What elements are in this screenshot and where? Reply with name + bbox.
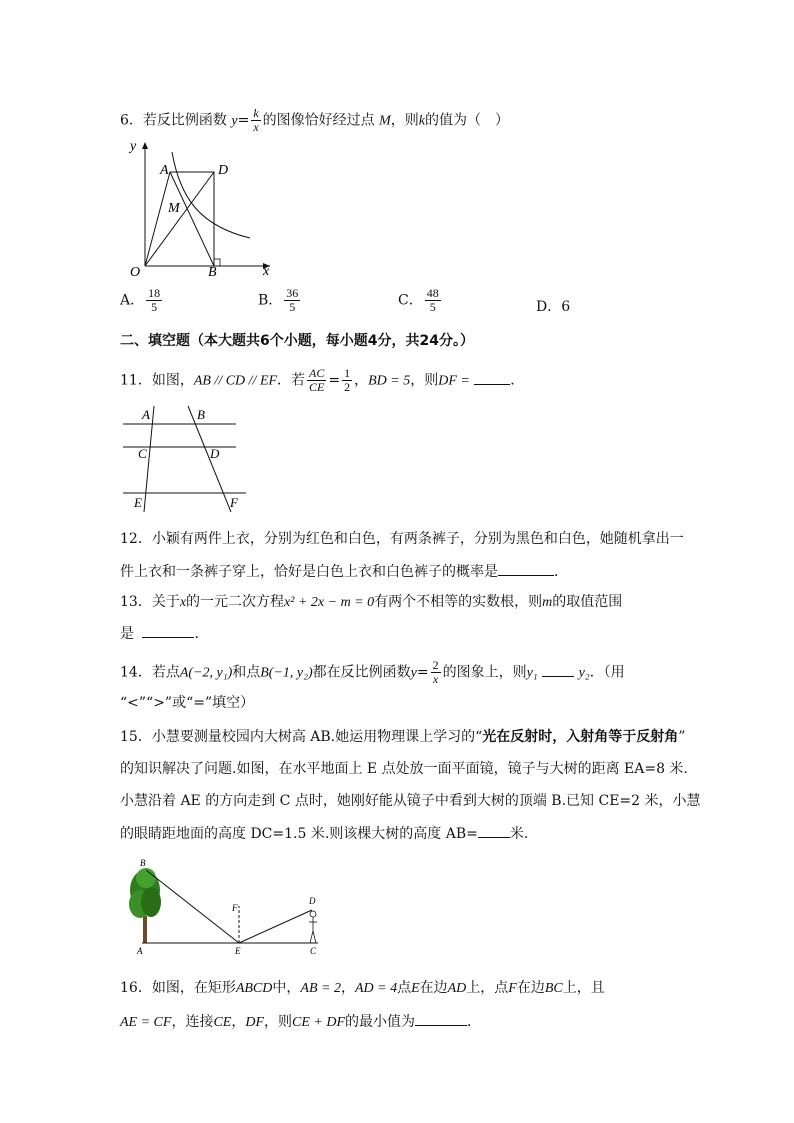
q16-number: 16．如图，在矩形 xyxy=(120,980,236,996)
q16-text-1: 中， xyxy=(272,980,301,996)
q6-x-den: x xyxy=(253,120,259,134)
q14-point-b: B(−1, y₂) xyxy=(260,665,313,681)
q11-answer-blank[interactable] xyxy=(474,370,510,385)
q6-option-d[interactable] xyxy=(536,296,570,316)
q6-label-d: D xyxy=(218,163,229,178)
q16-text-11: 的最小值为 xyxy=(345,1014,416,1030)
q6-option-c-den: 5 xyxy=(429,300,436,314)
q14-text-3: 的图象上，则 xyxy=(442,664,527,681)
q15-line-3: 小慧沿着 AE 的方向走到 C 点时，她刚好能从镜子中看到大树的顶端 B.已知 CE=2 米，小慧 xyxy=(120,793,701,809)
q13-answer-blank[interactable] xyxy=(142,623,194,638)
q11-label-a: A xyxy=(142,407,150,422)
section-2-title: 二、填空题（本大题共6个小题，每小题4分，共24分。） xyxy=(120,333,474,349)
q14-text-1: 和点 xyxy=(232,664,261,681)
q12-line-2 xyxy=(120,561,568,582)
q14-eq: = xyxy=(416,664,429,681)
q11-frac-num: AC xyxy=(309,366,325,380)
q13-x: x xyxy=(179,595,187,610)
q12-answer-blank[interactable] xyxy=(498,561,554,576)
q16-abcd: ABCD xyxy=(235,981,273,996)
q6-stem xyxy=(120,107,509,134)
q13-text-shi: 是 xyxy=(120,626,134,642)
q16-text-7: 上，且 xyxy=(562,980,605,996)
q16-text-3: 点 xyxy=(397,980,412,996)
q6-point-m: M xyxy=(379,113,391,129)
q6-label-x: x xyxy=(263,264,270,279)
q14-text-2: 都在反比例函数 xyxy=(312,664,411,681)
q14-fraction xyxy=(431,659,441,686)
q11-label-c: C xyxy=(138,446,147,461)
q14-line-1 xyxy=(120,659,625,686)
q16-line-2 xyxy=(120,1011,481,1033)
q15-ray-ed xyxy=(239,910,312,943)
q16-ae-cf: AE = CF xyxy=(120,1015,172,1030)
q6-k: k xyxy=(418,113,425,129)
q11-parallel: AB // CD // EF xyxy=(193,373,278,389)
q15-line-1 xyxy=(120,727,685,747)
q15-label-a: A xyxy=(137,946,143,956)
q6-option-b[interactable] xyxy=(258,287,302,314)
q15-answer-blank[interactable] xyxy=(478,823,510,838)
q16-bc: BC xyxy=(544,981,563,996)
person-icon xyxy=(309,911,317,943)
q16-end: ． xyxy=(467,1014,482,1030)
q6-number: 6． xyxy=(120,112,143,129)
q11-fraction-half xyxy=(342,367,352,394)
q11-end: ． xyxy=(510,372,525,389)
q13-end: ． xyxy=(194,626,209,642)
q12-text: 件上衣和一条裤子穿上，恰好是白色上衣和白色裤子的概率是 xyxy=(120,564,498,580)
q16-f: F xyxy=(508,981,517,996)
q15-text-4a: 的眼睛距地面的高度 DC=1.5 米.则该棵大树的高度 AB= xyxy=(120,826,478,842)
q6-text-1: 若反比例函数 xyxy=(142,112,227,129)
q16-text-4: 在边 xyxy=(419,980,448,996)
q16-text-5: 上，点 xyxy=(466,980,509,996)
q6-option-b-num: 36 xyxy=(286,286,299,300)
q16-line-1 xyxy=(120,978,605,999)
q6-y-arrow xyxy=(142,142,148,149)
q6-text-3: ，则 xyxy=(390,112,419,129)
q15-line-4 xyxy=(120,823,528,844)
q15-label-f: F xyxy=(232,903,238,913)
q15-text-4b: 米. xyxy=(509,826,529,842)
q6-label-b: B xyxy=(208,265,217,280)
q11-half-num: 1 xyxy=(344,366,351,380)
q13-text-2: 有两个不相等的实数根，则 xyxy=(374,594,543,610)
q14-y1: y₁ xyxy=(526,665,538,681)
q11-bd: BD = 5 xyxy=(368,373,411,389)
q16-text-6: 在边 xyxy=(516,980,545,996)
q11-label-e: E xyxy=(134,495,142,510)
q11-text-3: ，则 xyxy=(410,372,439,389)
q11-eq: = xyxy=(328,372,341,389)
q16-ad: AD = 4 xyxy=(354,981,398,996)
q6-option-a-den: 5 xyxy=(151,300,158,314)
q14-number: 14．若点 xyxy=(120,664,180,681)
q14-y: y xyxy=(410,665,417,681)
q6-option-b-frac xyxy=(284,287,300,314)
q12-end: ． xyxy=(554,564,568,580)
q16-ce: CE xyxy=(213,1015,232,1030)
q11-df: DF = xyxy=(438,373,470,389)
q6-text-2: 的图像恰好经过点 xyxy=(262,112,375,129)
q14-answer-blank[interactable] xyxy=(542,662,574,677)
q6-option-c-num: 48 xyxy=(426,286,439,300)
q14-text-4: ．（用 xyxy=(589,664,625,681)
q11-label-d: D xyxy=(210,446,220,461)
q11-figure xyxy=(118,404,248,516)
q15-text-bold: 光在反射时，入射角等于反射角 xyxy=(482,729,679,745)
q13-line-1 xyxy=(120,592,622,613)
q16-text-8: ，连接 xyxy=(171,1014,214,1030)
q11-fraction-ac-ce xyxy=(307,367,326,394)
q11-label-b: B xyxy=(197,407,205,422)
q14-frac-num: 2 xyxy=(432,658,439,672)
q6-option-c-label: C． xyxy=(398,292,423,309)
q13-line-2 xyxy=(120,623,208,644)
q6-figure xyxy=(120,138,280,278)
q11-number: 11． xyxy=(120,372,152,389)
q15-label-b: B xyxy=(140,858,146,868)
q6-option-a-num: 18 xyxy=(148,286,161,300)
q14-line-2: “<”“>”或“=”填空） xyxy=(120,695,255,711)
q6-text-4: 的值为（ ） xyxy=(425,112,509,129)
q6-line-od xyxy=(145,172,214,266)
q6-label-a: A xyxy=(160,163,169,178)
tree-icon xyxy=(129,868,161,943)
q6-option-a-frac xyxy=(146,287,162,314)
q16-sum: CE + DF xyxy=(292,1015,346,1030)
q13-text-1: 的一元二次方程 xyxy=(186,594,285,610)
q15-text-1c: ” xyxy=(678,729,686,745)
q14-frac-den: x xyxy=(432,672,439,686)
q6-eq: = xyxy=(237,112,250,129)
q6-hyperbola xyxy=(172,152,250,238)
q16-ad-side: AD xyxy=(447,981,467,996)
q6-option-d-label: D． xyxy=(536,299,562,315)
q15-text-1a: 15．小慧要测量校园内大树高 AB.她运用物理课上学习的“ xyxy=(120,729,483,745)
q11-frac-den: CE xyxy=(309,380,325,394)
q6-k-num: k xyxy=(253,106,259,120)
q6-option-c[interactable] xyxy=(398,287,443,314)
q11-text-1: 如图， xyxy=(151,372,194,389)
q13-m: m xyxy=(542,595,553,610)
q13-text-3: 的取值范围 xyxy=(552,594,623,610)
q11-text-2: ．若 xyxy=(277,372,306,389)
q6-option-b-den: 5 xyxy=(289,300,296,314)
q16-df: DF xyxy=(245,1015,265,1030)
q11-half-den: 2 xyxy=(344,380,351,394)
q6-y: y xyxy=(231,113,238,129)
q12-line-1: 12．小颖有两件上衣，分别为红色和白色，有两条裤子，分别为黑色和白色，她随机拿出一 xyxy=(120,531,684,547)
q16-text-2: ， xyxy=(340,980,355,996)
q16-text-9: ， xyxy=(231,1014,246,1030)
q6-option-b-label: B． xyxy=(258,292,283,309)
q6-option-a[interactable] xyxy=(120,287,164,314)
q16-text-10: ，则 xyxy=(264,1014,293,1030)
q13-equation: x² + 2x − m = 0 xyxy=(284,595,375,610)
q15-figure xyxy=(128,856,328,958)
q16-ab: AB = 2 xyxy=(300,981,341,996)
q14-y2: y₂ xyxy=(578,665,590,681)
q6-option-a-label: A． xyxy=(120,292,145,309)
q6-fraction xyxy=(251,107,260,134)
q15-label-d: D xyxy=(309,896,316,906)
q15-label-e: E xyxy=(235,946,241,956)
q11-stem: 11．如图，AB // CD // EF．若 $\frac{AC}{CE}$ = $\frac{1}{2}$ ，BD = 5，则DF = ． xyxy=(120,366,525,394)
q16-e: E xyxy=(411,981,420,996)
q13-number: 13．关于 xyxy=(120,594,180,610)
q6-label-o: O xyxy=(130,265,141,280)
q14-point-a: A(−2, y₁) xyxy=(179,665,233,681)
q6-label-m: M xyxy=(168,201,180,216)
q6-option-c-frac xyxy=(425,287,441,314)
q15-line-2: 的知识解决了问题.如图，在水平地面上 E 点处放一面平面镜，镜子与大树的距离 EA=8 米. xyxy=(120,761,688,777)
q15-label-c: C xyxy=(310,946,317,956)
q11-label-f: F xyxy=(230,495,238,510)
q6-label-y: y xyxy=(130,139,137,154)
q6-option-d-value: 6 xyxy=(561,299,571,315)
q16-answer-blank[interactable] xyxy=(415,1011,467,1026)
